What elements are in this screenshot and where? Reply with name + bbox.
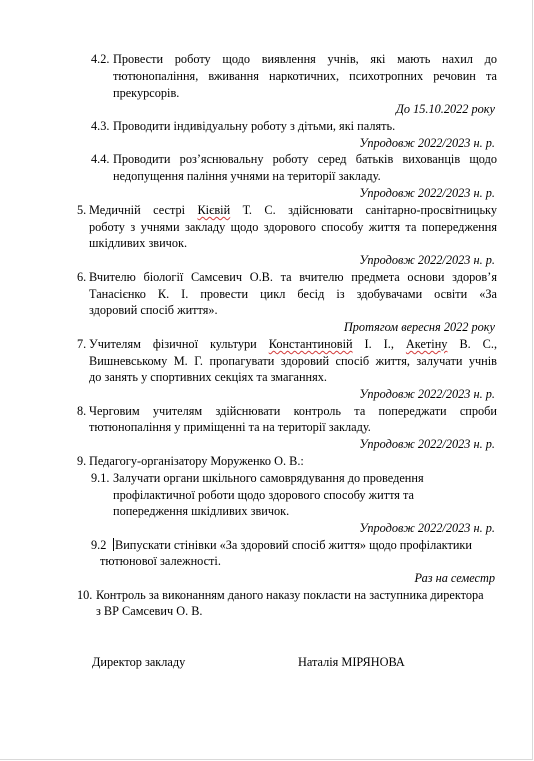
item-text: Проводити індивідуальну роботу з дітьми, які палять. (113, 119, 396, 133)
item-number: 5. (77, 203, 87, 217)
item-number: 4.3. (91, 119, 110, 133)
item-number: 10. (77, 588, 93, 602)
item-text-part: Т. С. здійснювати санітарно-просвітницьку (242, 203, 498, 217)
item-text-part: Учителям фізичної культури (89, 337, 257, 351)
item-text: Контроль за виконанням даного наказу покласти на заступника директора (96, 588, 484, 602)
item-text (89, 336, 497, 352)
deadline: Упродовж 2022/2023 н. р. (359, 521, 495, 535)
item-text: Проводити роз’яснювальну роботу серед батьків вихованців щодо (113, 152, 497, 166)
item-text: Танасієнко К. І. провести цикл бесід із здобувачами освіти «За (89, 287, 497, 301)
text-cursor (113, 538, 114, 551)
item-text: недопущення паління учнями на території закладу. (113, 169, 381, 183)
item-text: Вишневському М. Г. пропагувати здоровий спосіб життя, залучати учнів (89, 354, 497, 368)
deadline: Упродовж 2022/2023 н. р. (359, 136, 495, 150)
item-text: профілактичної роботи щодо здорового способу життя та (113, 488, 414, 502)
item-text: до занять у спортивних секціях та змаганнях. (89, 370, 327, 384)
item-text: роботу з учнями закладу щодо здорового способу життя та попередження (89, 220, 497, 234)
spellcheck-name: Константиновій (268, 337, 353, 351)
spellcheck-name: Акетіну (405, 337, 448, 351)
item-text-part: В. С., (459, 337, 498, 351)
deadline: Упродовж 2022/2023 н. р. (359, 387, 495, 401)
item-text: з ВР Самсевич О. В. (96, 604, 203, 618)
deadline: Упродовж 2022/2023 н. р. (359, 186, 495, 200)
item-text-part: І. І., (364, 337, 394, 351)
item-text: Черговим учителям здійснювати контроль та попереджати спроби (89, 404, 497, 418)
deadline: Упродовж 2022/2023 н. р. (359, 437, 495, 451)
deadline: Протягом вересня 2022 року (343, 320, 495, 334)
item-text: прекурсорів. (113, 86, 180, 100)
item-text: Провести роботу щодо виявлення учнів, які мають нахил до (113, 52, 497, 66)
deadline: До 15.10.2022 року (396, 102, 495, 116)
item-number: 8. (77, 404, 87, 418)
item-number: 9. (77, 454, 87, 468)
deadline: Раз на семестр (414, 571, 495, 585)
item-text: тютюнопаління у приміщенні та на території закладу. (89, 420, 371, 434)
signature-title: Директор закладу (92, 655, 186, 669)
item-text: шкідливих звичок. (89, 236, 188, 250)
item-text-part: Медичній сестрі (89, 203, 186, 217)
spellcheck-name: Кієвій (197, 203, 231, 217)
signature-name: Наталія МІРЯНОВА (298, 655, 405, 669)
item-text: Педагогу-організатору Моруженко О. В.: (89, 454, 304, 468)
item-text (89, 202, 497, 218)
item-number: 4.4. (91, 152, 110, 166)
item-number: 9.1. (91, 471, 110, 485)
item-number: 9.2 (91, 538, 107, 552)
item-text: попередження шкідливих звичок. (113, 504, 290, 518)
deadline: Упродовж 2022/2023 н. р. (359, 253, 495, 267)
item-text: Вчителю біології Самсевич О.В. та вчителю предмета основи здоров’я (89, 270, 497, 284)
item-text: тютюнопаління, вживання наркотичних, психотропних речовин та (113, 69, 497, 83)
item-text: Залучати органи шкільного самоврядування до проведення (113, 471, 424, 485)
item-number: 6. (77, 270, 87, 284)
item-text: здоровий спосіб життя». (89, 303, 218, 317)
item-text-part: Випускати стінівки «За здоровий спосіб життя» щодо профілактики (115, 538, 472, 552)
item-number: 7. (77, 337, 87, 351)
item-text: тютюнової залежності. (100, 554, 221, 568)
item-number: 4.2. (91, 52, 110, 66)
item-text[interactable] (113, 537, 472, 553)
